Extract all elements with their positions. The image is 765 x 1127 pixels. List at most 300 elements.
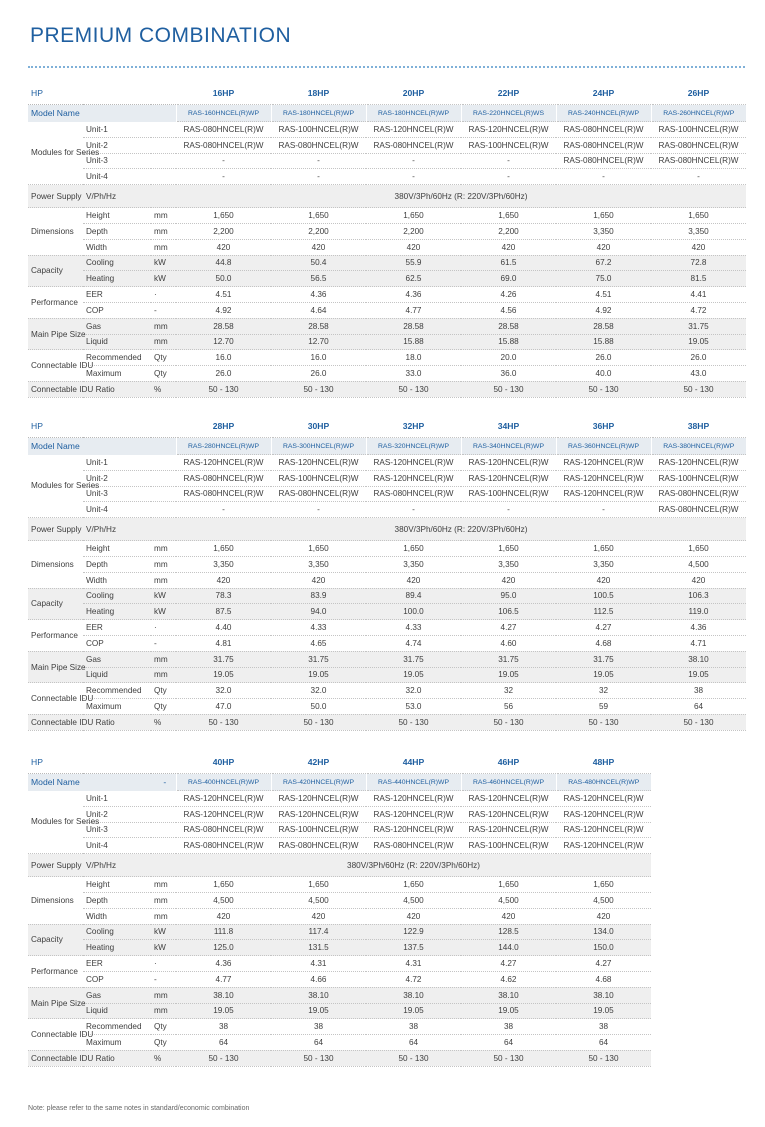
unit4-cell: -: [461, 502, 556, 518]
spec-table-28-38hp: [28, 415, 746, 731]
unit3-row: [28, 822, 651, 838]
row-label: V/Ph/Hz: [83, 854, 151, 877]
power-supply-value: 380V/3Ph/60Hz (R: 220V/3Ph/60Hz): [176, 518, 746, 541]
liquid-cell: 19.05: [651, 334, 746, 350]
cooling-cell: 55.9: [366, 255, 461, 271]
capacity-label: Capacity: [28, 255, 83, 287]
heating-row: [28, 940, 651, 956]
model-name-row: [28, 774, 651, 791]
unit-label: ·: [151, 620, 176, 636]
maximum-cell: 64: [366, 1035, 461, 1051]
liquid-cell: 19.05: [461, 1003, 556, 1019]
spec-table-40-48hp: [28, 751, 651, 1067]
model-name-mark: -: [151, 774, 176, 791]
recommended-row: [28, 683, 746, 699]
unit-label: [151, 153, 176, 169]
hp-cell: 44HP: [366, 751, 461, 774]
row-label: Unit-1: [83, 122, 151, 138]
height-cell: 1,650: [556, 208, 651, 224]
footnote: Note: please refer to the same notes in standard/economic combination: [28, 1105, 250, 1112]
unit4-row: [28, 838, 651, 854]
unit3-cell: RAS-120HNCEL(R)W: [461, 822, 556, 838]
height-row: [28, 208, 746, 224]
hp-cell: 42HP: [271, 751, 366, 774]
cop-cell: 4.68: [556, 971, 651, 987]
unit3-cell: RAS-120HNCEL(R)W: [366, 822, 461, 838]
unit1-cell: RAS-120HNCEL(R)W: [176, 455, 271, 471]
heating-row: [28, 271, 746, 287]
unit4-cell: RAS-080HNCEL(R)W: [651, 502, 746, 518]
heating-cell: 106.5: [461, 604, 556, 620]
width-cell: 420: [461, 572, 556, 588]
row-label: EER: [83, 956, 151, 972]
recommended-cell: 26.0: [556, 350, 651, 366]
unit2-cell: RAS-120HNCEL(R)W: [556, 470, 651, 486]
cooling-cell: 128.5: [461, 924, 556, 940]
modules-label: Modules for Series: [28, 455, 83, 518]
row-label: Depth: [83, 556, 151, 572]
ratio-cell: 50 - 130: [366, 1050, 461, 1066]
heating-cell: 94.0: [271, 604, 366, 620]
gas-cell: 31.75: [176, 651, 271, 667]
eer-cell: 4.27: [461, 620, 556, 636]
model-cell: RAS-220HNCEL(R)WS: [461, 105, 556, 122]
connectable-idu-label: Connectable IDU: [28, 683, 83, 715]
unit-label: Qty: [151, 683, 176, 699]
hp-cell: 22HP: [461, 82, 556, 105]
unit2-cell: RAS-120HNCEL(R)W: [366, 470, 461, 486]
unit-label: [151, 806, 176, 822]
unit1-cell: RAS-120HNCEL(R)W: [271, 455, 366, 471]
unit-label: kW: [151, 924, 176, 940]
height-cell: 1,650: [651, 208, 746, 224]
cooling-cell: 61.5: [461, 255, 556, 271]
cop-cell: 4.56: [461, 302, 556, 318]
ratio-cell: 50 - 130: [461, 1050, 556, 1066]
unit3-cell: RAS-080HNCEL(R)W: [176, 822, 271, 838]
model-cell: RAS-280HNCEL(R)WP: [176, 438, 271, 455]
gas-cell: 31.75: [556, 651, 651, 667]
hp-label: HP: [28, 751, 176, 774]
recommended-cell: 32: [556, 683, 651, 699]
unit2-cell: RAS-120HNCEL(R)W: [176, 806, 271, 822]
ratio-row: [28, 714, 746, 730]
row-label: Heating: [83, 604, 151, 620]
liquid-cell: 19.05: [366, 667, 461, 683]
liquid-cell: 19.05: [176, 667, 271, 683]
maximum-cell: 64: [556, 1035, 651, 1051]
height-row: [28, 541, 746, 557]
unit-label: [151, 502, 176, 518]
unit1-cell: RAS-120HNCEL(R)W: [556, 791, 651, 807]
model-cell: RAS-160HNCEL(R)WP: [176, 105, 271, 122]
unit4-cell: -: [556, 502, 651, 518]
unit4-cell: RAS-080HNCEL(R)W: [366, 838, 461, 854]
recommended-cell: 32.0: [366, 683, 461, 699]
power-supply-label: Power Supply: [28, 518, 83, 541]
maximum-cell: 47.0: [176, 699, 271, 715]
recommended-cell: 38: [271, 1019, 366, 1035]
unit2-cell: RAS-120HNCEL(R)W: [271, 806, 366, 822]
row-label: Gas: [83, 651, 151, 667]
height-cell: 1,650: [271, 541, 366, 557]
ratio-cell: 50 - 130: [366, 714, 461, 730]
cooling-cell: 100.5: [556, 588, 651, 604]
unit4-cell: RAS-080HNCEL(R)W: [176, 838, 271, 854]
row-label: Heating: [83, 271, 151, 287]
heating-cell: 81.5: [651, 271, 746, 287]
maximum-cell: 64: [271, 1035, 366, 1051]
eer-cell: 4.36: [176, 956, 271, 972]
cooling-cell: 78.3: [176, 588, 271, 604]
unit1-cell: RAS-120HNCEL(R)W: [366, 455, 461, 471]
unit-label: mm: [151, 572, 176, 588]
height-cell: 1,650: [176, 877, 271, 893]
unit3-cell: -: [366, 153, 461, 169]
width-cell: 420: [556, 908, 651, 924]
eer-cell: 4.33: [271, 620, 366, 636]
gas-row: [28, 987, 651, 1003]
height-cell: 1,650: [366, 877, 461, 893]
width-cell: 420: [366, 908, 461, 924]
hp-cell: 32HP: [366, 415, 461, 438]
hp-label: HP: [28, 82, 176, 105]
gas-cell: 28.58: [461, 318, 556, 334]
cop-row: [28, 302, 746, 318]
modules-label: Modules for Series: [28, 122, 83, 185]
liquid-cell: 19.05: [271, 667, 366, 683]
heating-cell: 62.5: [366, 271, 461, 287]
depth-cell: 4,500: [271, 892, 366, 908]
unit2-cell: RAS-080HNCEL(R)W: [176, 137, 271, 153]
maximum-cell: 59: [556, 699, 651, 715]
cooling-cell: 50.4: [271, 255, 366, 271]
cop-cell: 4.65: [271, 635, 366, 651]
unit-label: [151, 122, 176, 138]
unit-label: mm: [151, 667, 176, 683]
ratio-cell: 50 - 130: [461, 714, 556, 730]
dimensions-label: Dimensions: [28, 541, 83, 588]
unit-label: mm: [151, 541, 176, 557]
maximum-cell: 53.0: [366, 699, 461, 715]
unit1-row: [28, 791, 651, 807]
row-label: Heating: [83, 940, 151, 956]
cop-cell: 4.68: [556, 635, 651, 651]
heating-cell: 112.5: [556, 604, 651, 620]
heating-cell: 100.0: [366, 604, 461, 620]
row-label: Width: [83, 908, 151, 924]
unit3-cell: RAS-080HNCEL(R)W: [556, 153, 651, 169]
hp-label: HP: [28, 415, 176, 438]
eer-row: [28, 287, 746, 303]
depth-row: [28, 223, 746, 239]
width-cell: 420: [461, 908, 556, 924]
main-pipe-label: Main Pipe Size: [28, 651, 83, 683]
eer-cell: 4.27: [556, 956, 651, 972]
depth-cell: 4,500: [461, 892, 556, 908]
liquid-cell: 19.05: [366, 1003, 461, 1019]
connectable-idu-label: Connectable IDU: [28, 350, 83, 382]
unit4-row: [28, 502, 746, 518]
liquid-cell: 15.88: [556, 334, 651, 350]
cooling-cell: 83.9: [271, 588, 366, 604]
unit2-cell: RAS-080HNCEL(R)W: [271, 137, 366, 153]
hp-cell: 24HP: [556, 82, 651, 105]
dimensions-label: Dimensions: [28, 877, 83, 924]
maximum-cell: 26.0: [176, 366, 271, 382]
unit1-cell: RAS-120HNCEL(R)W: [366, 791, 461, 807]
unit2-cell: RAS-080HNCEL(R)W: [556, 137, 651, 153]
hp-cell: 16HP: [176, 82, 271, 105]
maximum-cell: 56: [461, 699, 556, 715]
eer-cell: 4.36: [271, 287, 366, 303]
unit4-cell: -: [556, 169, 651, 185]
gas-cell: 38.10: [461, 987, 556, 1003]
height-cell: 1,650: [556, 541, 651, 557]
hp-cell: 34HP: [461, 415, 556, 438]
ratio-cell: 50 - 130: [176, 381, 271, 397]
ratio-cell: 50 - 130: [271, 1050, 366, 1066]
heating-cell: 75.0: [556, 271, 651, 287]
row-label: Liquid: [83, 1003, 151, 1019]
heating-cell: 144.0: [461, 940, 556, 956]
unit4-cell: RAS-080HNCEL(R)W: [271, 838, 366, 854]
row-label: Unit-2: [83, 806, 151, 822]
row-label: Depth: [83, 223, 151, 239]
eer-cell: 4.51: [556, 287, 651, 303]
row-label: Maximum: [83, 699, 151, 715]
row-label: Unit-1: [83, 791, 151, 807]
gas-cell: 31.75: [271, 651, 366, 667]
row-label: Gas: [83, 987, 151, 1003]
unit-label: %: [151, 381, 176, 397]
unit3-cell: RAS-080HNCEL(R)W: [651, 486, 746, 502]
width-cell: 420: [556, 239, 651, 255]
liquid-cell: 19.05: [271, 1003, 366, 1019]
cop-cell: 4.74: [366, 635, 461, 651]
row-label: Cooling: [83, 924, 151, 940]
unit1-cell: RAS-120HNCEL(R)W: [461, 455, 556, 471]
model-cell: RAS-480HNCEL(R)WP: [556, 774, 651, 791]
unit1-cell: RAS-100HNCEL(R)W: [651, 122, 746, 138]
height-cell: 1,650: [461, 541, 556, 557]
row-label: Cooling: [83, 255, 151, 271]
cop-cell: 4.92: [556, 302, 651, 318]
model-name-mark: [151, 105, 176, 122]
gas-cell: 31.75: [651, 318, 746, 334]
depth-cell: 3,350: [366, 556, 461, 572]
idu-ratio-label: Connectable IDU Ratio: [28, 714, 151, 730]
unit3-cell: RAS-120HNCEL(R)W: [556, 822, 651, 838]
cooling-cell: 111.8: [176, 924, 271, 940]
cop-cell: 4.77: [176, 971, 271, 987]
cooling-row: [28, 924, 651, 940]
recommended-cell: 32.0: [176, 683, 271, 699]
model-name-label: Model Name: [28, 105, 151, 122]
maximum-row: [28, 699, 746, 715]
maximum-cell: 50.0: [271, 699, 366, 715]
eer-cell: 4.51: [176, 287, 271, 303]
width-cell: 420: [176, 908, 271, 924]
depth-cell: 2,200: [176, 223, 271, 239]
gas-row: [28, 318, 746, 334]
heating-cell: 69.0: [461, 271, 556, 287]
eer-cell: 4.33: [366, 620, 461, 636]
unit-label: mm: [151, 892, 176, 908]
unit1-cell: RAS-100HNCEL(R)W: [271, 122, 366, 138]
unit-label: Qty: [151, 350, 176, 366]
liquid-cell: 19.05: [176, 1003, 271, 1019]
height-cell: 1,650: [556, 877, 651, 893]
hp-cell: 18HP: [271, 82, 366, 105]
unit-label: ·: [151, 287, 176, 303]
recommended-row: [28, 350, 746, 366]
unit2-cell: RAS-100HNCEL(R)W: [271, 470, 366, 486]
model-name-mark: [151, 438, 176, 455]
gas-cell: 38.10: [556, 987, 651, 1003]
unit2-cell: RAS-120HNCEL(R)W: [461, 470, 556, 486]
hp-row: [28, 82, 746, 105]
row-label: Unit-2: [83, 137, 151, 153]
row-label: Unit-2: [83, 470, 151, 486]
unit4-cell: -: [366, 502, 461, 518]
model-cell: RAS-340HNCEL(R)WP: [461, 438, 556, 455]
row-label: Unit-4: [83, 169, 151, 185]
depth-cell: 3,350: [461, 556, 556, 572]
cop-cell: 4.60: [461, 635, 556, 651]
unit4-cell: -: [271, 502, 366, 518]
unit1-row: [28, 122, 746, 138]
unit1-cell: RAS-120HNCEL(R)W: [461, 791, 556, 807]
height-cell: 1,650: [271, 877, 366, 893]
row-label: Maximum: [83, 1035, 151, 1051]
heating-cell: 131.5: [271, 940, 366, 956]
width-cell: 420: [271, 908, 366, 924]
row-label: Cooling: [83, 588, 151, 604]
cooling-cell: 72.8: [651, 255, 746, 271]
row-label: Height: [83, 541, 151, 557]
depth-cell: 4,500: [366, 892, 461, 908]
eer-row: [28, 956, 651, 972]
heating-cell: 137.5: [366, 940, 461, 956]
width-cell: 420: [176, 572, 271, 588]
unit-label: Qty: [151, 1019, 176, 1035]
maximum-row: [28, 1035, 651, 1051]
hp-cell: 46HP: [461, 751, 556, 774]
hp-cell: 30HP: [271, 415, 366, 438]
row-label: V/Ph/Hz: [83, 185, 151, 208]
unit1-row: [28, 455, 746, 471]
maximum-cell: 33.0: [366, 366, 461, 382]
recommended-cell: 18.0: [366, 350, 461, 366]
maximum-cell: 43.0: [651, 366, 746, 382]
eer-cell: 4.41: [651, 287, 746, 303]
unit4-cell: -: [366, 169, 461, 185]
height-cell: 1,650: [271, 208, 366, 224]
unit-label: %: [151, 1050, 176, 1066]
hp-cell: 36HP: [556, 415, 651, 438]
cop-cell: 4.71: [651, 635, 746, 651]
modules-label: Modules for Series: [28, 791, 83, 854]
row-label: Height: [83, 208, 151, 224]
unit3-cell: RAS-080HNCEL(R)W: [651, 153, 746, 169]
heating-row: [28, 604, 746, 620]
row-label: Unit-3: [83, 486, 151, 502]
unit-label: -: [151, 635, 176, 651]
model-cell: RAS-260HNCEL(R)WP: [651, 105, 746, 122]
ratio-cell: 50 - 130: [176, 714, 271, 730]
ratio-row: [28, 1050, 651, 1066]
height-cell: 1,650: [461, 208, 556, 224]
unit2-cell: RAS-080HNCEL(R)W: [366, 137, 461, 153]
width-cell: 420: [651, 572, 746, 588]
model-cell: RAS-360HNCEL(R)WP: [556, 438, 651, 455]
unit-label: kW: [151, 271, 176, 287]
cop-cell: 4.77: [366, 302, 461, 318]
row-label: Recommended: [83, 350, 151, 366]
power-supply-row: [28, 518, 746, 541]
recommended-cell: 26.0: [651, 350, 746, 366]
liquid-cell: 19.05: [556, 667, 651, 683]
unit-label: mm: [151, 223, 176, 239]
unit-label: [151, 822, 176, 838]
height-cell: 1,650: [651, 541, 746, 557]
eer-cell: 4.26: [461, 287, 556, 303]
unit2-cell: RAS-120HNCEL(R)W: [556, 806, 651, 822]
width-cell: 420: [271, 572, 366, 588]
cop-row: [28, 635, 746, 651]
model-cell: RAS-240HNCEL(R)WP: [556, 105, 651, 122]
recommended-cell: 38: [176, 1019, 271, 1035]
unit-label: kW: [151, 940, 176, 956]
depth-row: [28, 556, 746, 572]
cop-cell: 4.92: [176, 302, 271, 318]
cop-cell: 4.81: [176, 635, 271, 651]
row-label: COP: [83, 302, 151, 318]
height-cell: 1,650: [366, 208, 461, 224]
unit-label: [151, 455, 176, 471]
gas-cell: 28.58: [366, 318, 461, 334]
eer-cell: 4.27: [556, 620, 651, 636]
unit3-cell: RAS-080HNCEL(R)W: [176, 486, 271, 502]
unit-label: kW: [151, 604, 176, 620]
unit3-cell: RAS-100HNCEL(R)W: [461, 486, 556, 502]
ratio-cell: 50 - 130: [556, 381, 651, 397]
performance-label: Performance: [28, 956, 83, 988]
row-label: Liquid: [83, 667, 151, 683]
unit2-cell: RAS-080HNCEL(R)W: [651, 137, 746, 153]
maximum-cell: 64: [461, 1035, 556, 1051]
liquid-cell: 19.05: [461, 667, 556, 683]
depth-cell: 2,200: [271, 223, 366, 239]
model-name-label: Model Name: [28, 774, 151, 791]
row-label: Height: [83, 877, 151, 893]
unit-label: [151, 518, 176, 541]
unit-label: [151, 470, 176, 486]
liquid-row: [28, 667, 746, 683]
unit2-row: [28, 470, 746, 486]
hp-cell: 26HP: [651, 82, 746, 105]
ratio-cell: 50 - 130: [651, 381, 746, 397]
unit3-row: [28, 153, 746, 169]
recommended-cell: 38: [461, 1019, 556, 1035]
ratio-cell: 50 - 130: [461, 381, 556, 397]
unit1-cell: RAS-120HNCEL(R)W: [461, 122, 556, 138]
eer-cell: 4.31: [366, 956, 461, 972]
recommended-cell: 38: [556, 1019, 651, 1035]
power-supply-row: [28, 185, 746, 208]
recommended-row: [28, 1019, 651, 1035]
